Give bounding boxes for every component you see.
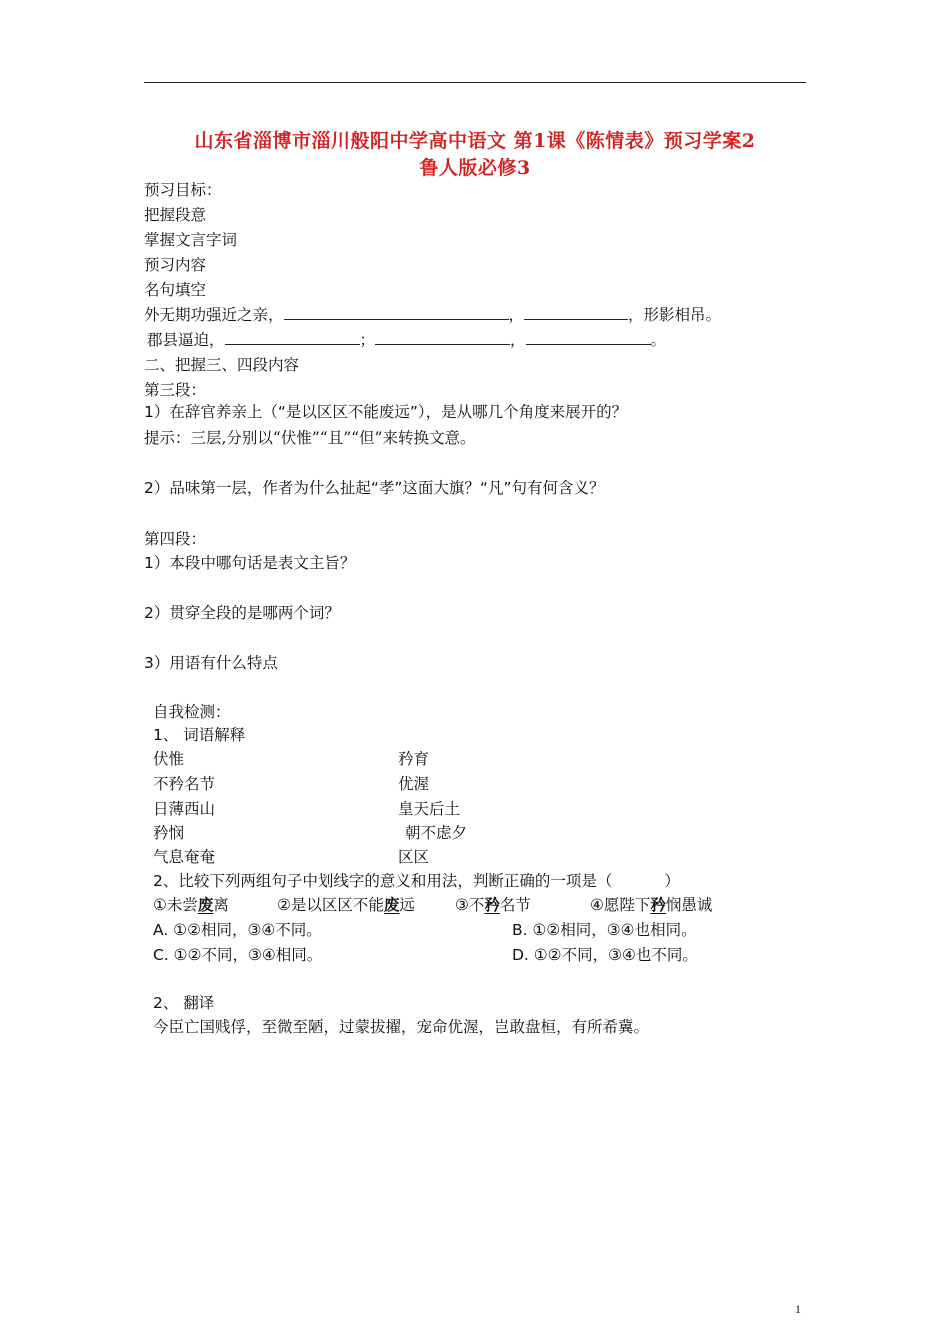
fill-2-prefix: 郡县逼迫， (147, 331, 225, 349)
underlined-char: 废 (197, 896, 214, 914)
option-b[interactable]: B. ①②相同，③④也相同。 (512, 921, 697, 939)
fill-blank[interactable] (284, 305, 509, 320)
translation-heading: 2、 翻译 (153, 994, 215, 1012)
fill-heading: 名句填空 (144, 281, 207, 299)
fill-2-suffix: 。 (650, 331, 667, 349)
fill-blank[interactable] (225, 330, 360, 345)
fill-1-prefix: 外无期功强近之亲， (144, 306, 284, 324)
para-4-question-2: 2）贯穿全段的是哪两个词？ (144, 604, 340, 622)
document-title-line-2: 鲁人版必修3 (419, 157, 531, 179)
vocab-left-item: 不矜名节 (153, 775, 216, 793)
section-2-heading: 二、把握三、四段内容 (144, 356, 300, 374)
fill-1-sep: ， (508, 306, 525, 324)
fill-blank[interactable] (375, 330, 510, 345)
goal-item-1: 把握段意 (144, 206, 207, 224)
vocab-right-item: 矜育 (398, 750, 430, 768)
underlined-char: 废 (383, 896, 400, 914)
para-4-heading: 第四段： (144, 530, 207, 548)
option-d[interactable]: D. ①②不同，③④也不同。 (512, 946, 698, 964)
document-title-line-1: 山东省淄博市淄川般阳中学高中语文 第1课《陈情表》预习学案2 (194, 130, 756, 152)
option-a[interactable]: A. ①②相同，③④不同。 (153, 921, 322, 939)
para-3-question-2: 2）品味第一层，作者为什么扯起“孝”这面大旗？“凡”句有何含义？ (144, 479, 605, 497)
para-3-hint: 提示：三层,分别以“伏惟”“且”“但”来转换文意。 (144, 429, 476, 447)
underlined-char: 矜 (484, 896, 500, 914)
sentence-4: ④愿陛下矜悯愚诚 (590, 896, 713, 914)
vocab-right-item: 朝不虑夕 (405, 824, 468, 842)
fill-line-1 (144, 303, 721, 325)
translation-text: 今臣亡国贱俘，至微至陋，过蒙拔擢，宠命优渥，岂敢盘桓，有所希冀。 (153, 1018, 650, 1036)
para-4-question-1: 1）本段中哪句话是表文主旨？ (144, 554, 356, 572)
underlined-char: 矜 (650, 896, 666, 914)
vocab-left-item: 伏惟 (153, 750, 185, 768)
sentence-2: ②是以区区不能废远 (277, 896, 415, 914)
vocab-right-item: 区区 (398, 848, 430, 866)
fill-1-suffix: ，形影相吊。 (628, 306, 722, 324)
option-c[interactable]: C. ①②不同，③④相同。 (153, 946, 323, 964)
vocab-heading: 1、 词语解释 (153, 726, 246, 744)
vocab-right-item: 皇天后土 (398, 800, 461, 818)
para-3-question-1: 1）在辞官养亲上（“是以区区不能废远”），是从哪几个角度来展开的？ (144, 403, 628, 421)
question-2-close: ） (664, 872, 680, 890)
content-heading: 预习内容 (144, 256, 207, 274)
goal-item-2: 掌握文言字词 (144, 231, 238, 249)
fill-2-sep2: ， (510, 331, 526, 349)
fill-blank[interactable] (524, 305, 628, 320)
fill-line-2 (147, 328, 666, 350)
question-2-heading (153, 869, 680, 891)
fill-2-sep1: ； (359, 331, 376, 349)
vocab-left-item: 日薄西山 (153, 800, 216, 818)
question-2-text: 2、比较下列两组句子中划线字的意义和用法，判断正确的一项是（ (153, 872, 613, 890)
fill-blank[interactable] (526, 330, 651, 345)
para-3-heading: 第三段： (144, 381, 207, 399)
vocab-right-item: 优渥 (398, 775, 430, 793)
page-number: 1 (795, 1302, 801, 1316)
header-rule (144, 82, 806, 83)
vocab-left-item: 矜悯 (153, 824, 185, 842)
vocab-left-item: 气息奄奄 (153, 848, 216, 866)
self-test-heading: 自我检测： (153, 703, 231, 721)
sentence-3: ③不矜名节 (455, 896, 531, 914)
sentence-1: ①未尝废离 (153, 896, 229, 914)
goal-heading: 预习目标： (144, 181, 222, 199)
para-4-question-3: 3）用语有什么特点 (144, 654, 278, 672)
